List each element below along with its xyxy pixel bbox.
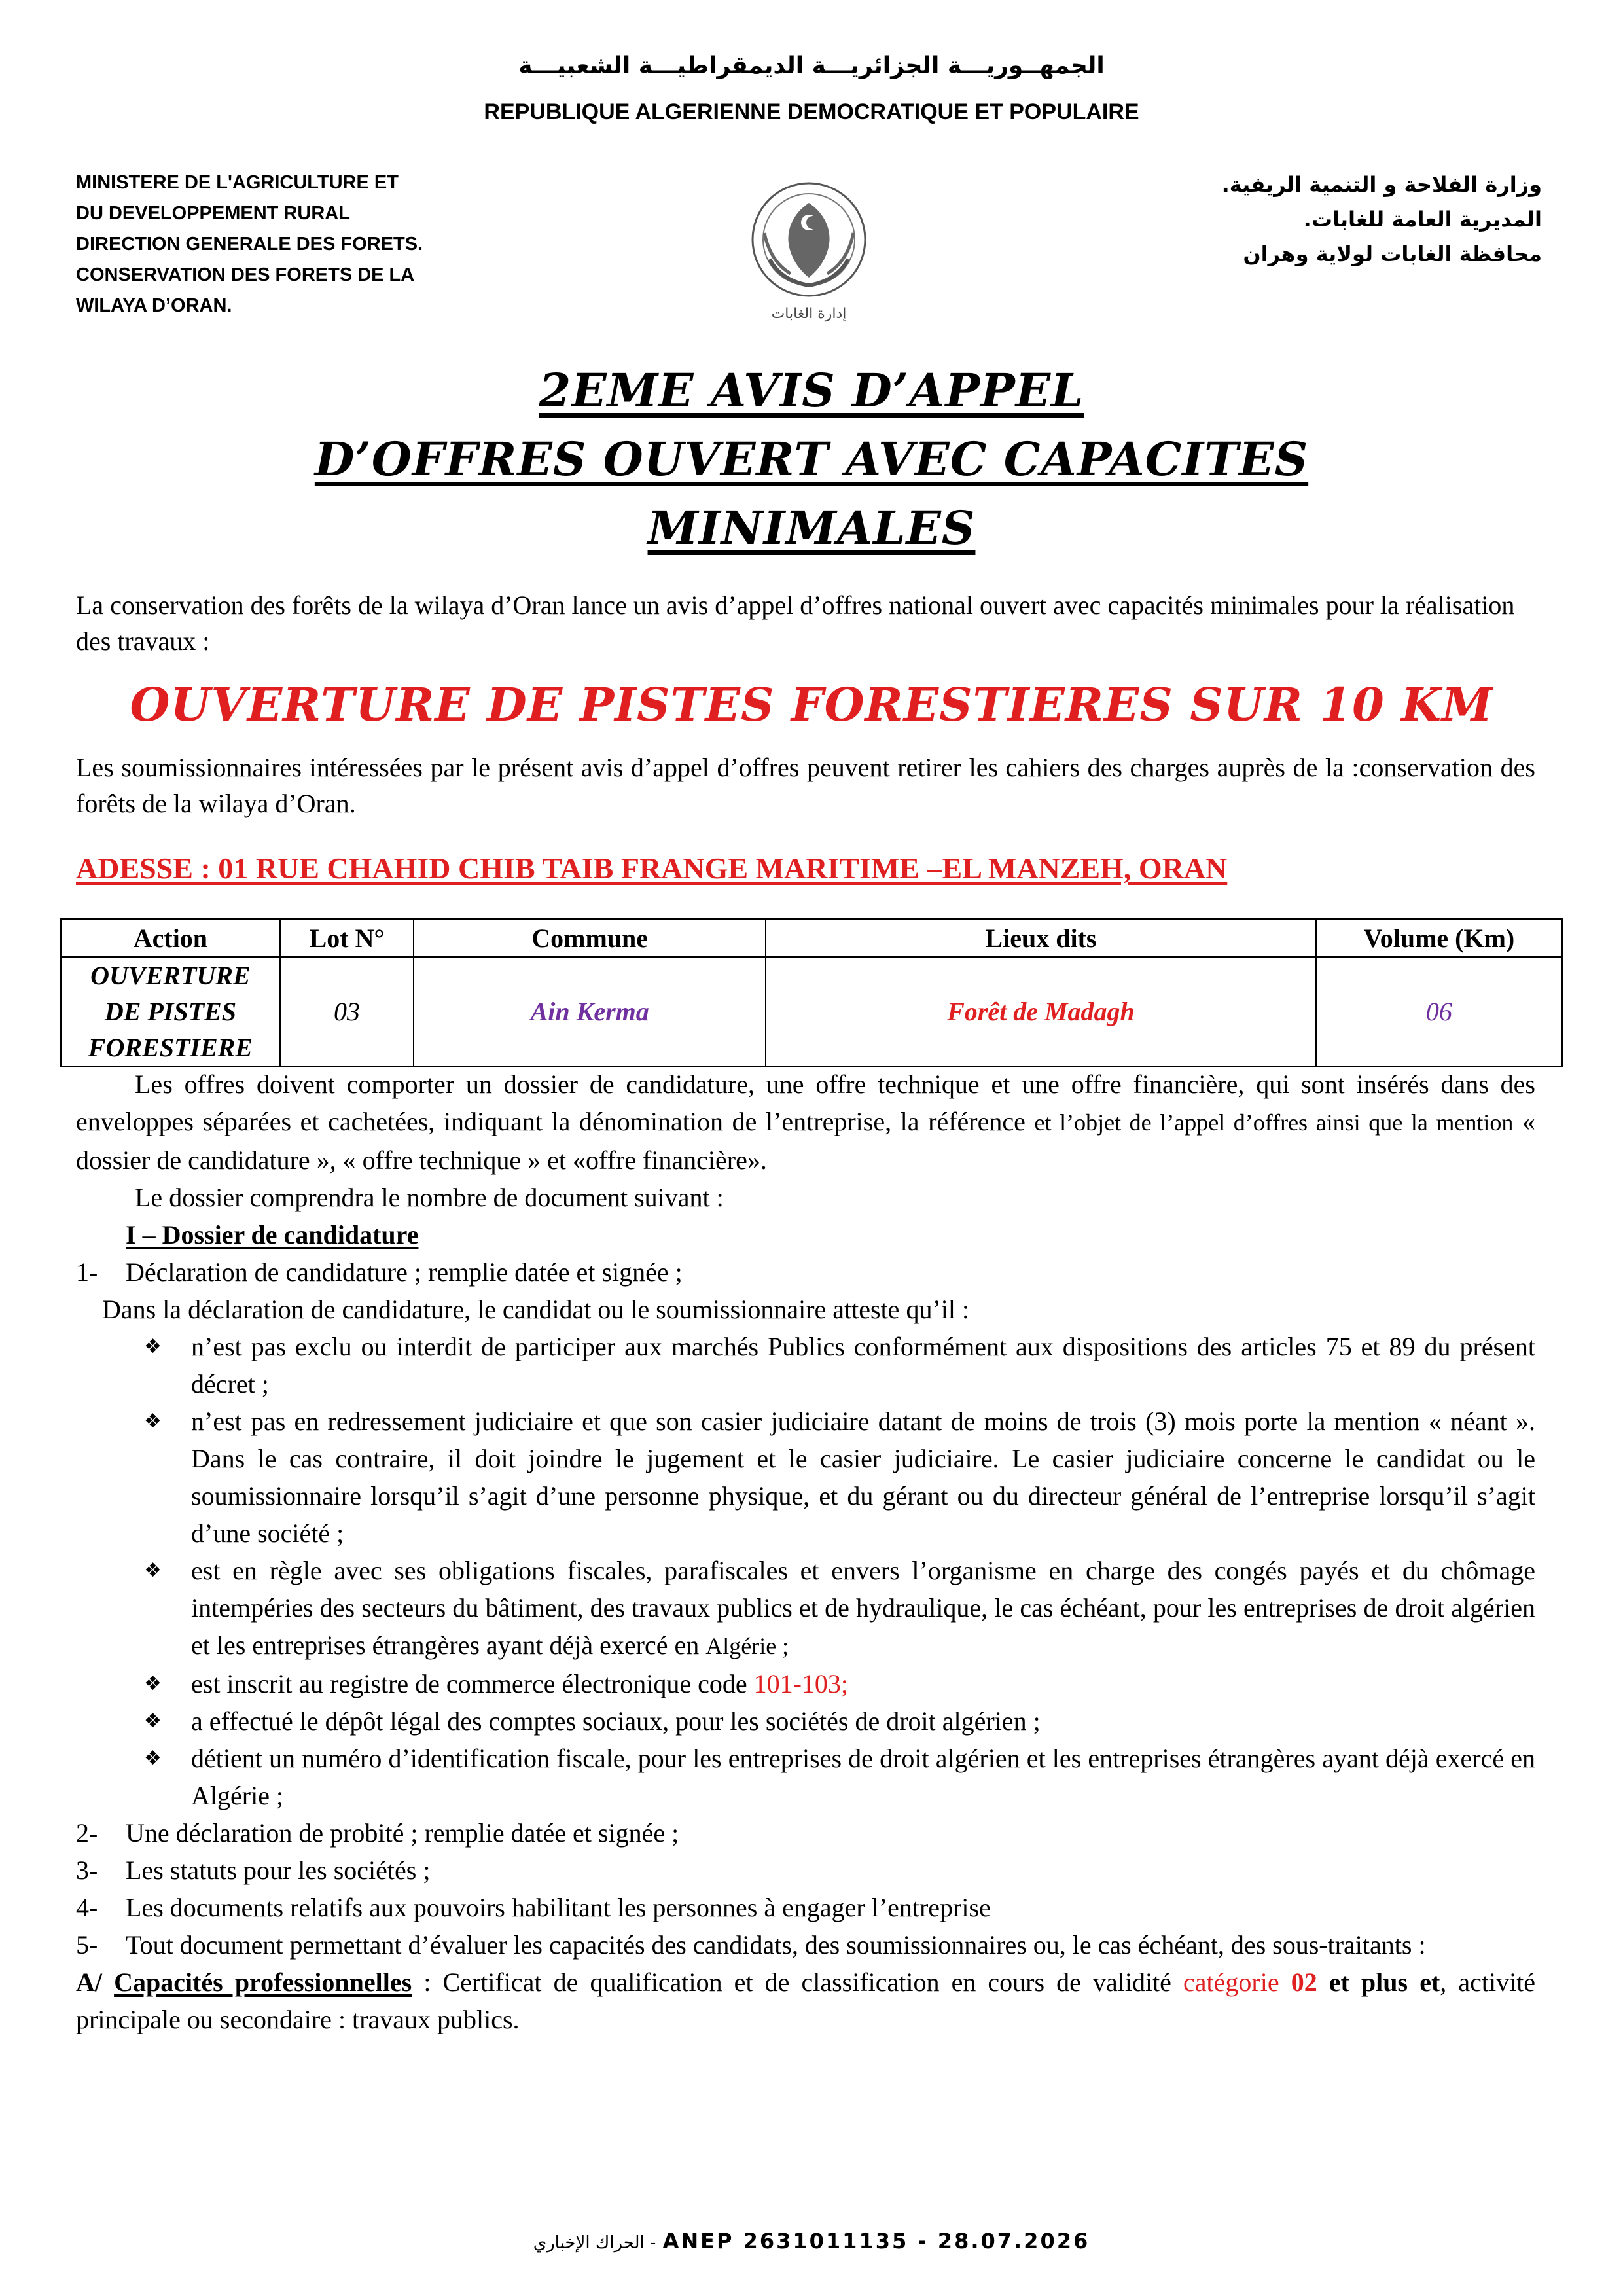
ministry-line-ar: المديرية العامة للغابات. bbox=[1303, 207, 1542, 232]
bullet-text: n’est pas exclu ou interdit de participer aux marchés Publics conformément aux dispositions des articles 75 et 89 du présent décret ; bbox=[191, 1332, 1535, 1399]
action-line: FORESTIERE bbox=[88, 1033, 253, 1062]
col-header-volume: Volume (Km) bbox=[1316, 919, 1562, 957]
list-item bbox=[76, 1814, 1535, 1852]
capacites-category: catégorie bbox=[1183, 1967, 1279, 1997]
capacites-end: , activité principale ou secondaire : travaux publics. bbox=[76, 1967, 1536, 2034]
ministry-line: DIRECTION GENERALE DES FORETS. bbox=[76, 234, 423, 255]
footer-newspaper: الحراك الإخباري - bbox=[533, 2233, 656, 2253]
ministry-line-ar: محافظة الغابات لولاية وهران bbox=[1243, 242, 1542, 266]
list-item bbox=[76, 1740, 1535, 1814]
offres-text: Les offres doivent comporter un dossier de candidature, une offre technique et une offre financière, qui sont insérés dans des enveloppes séparées et cachetées, indiquant la dénomination de l’entreprise, la référence bbox=[76, 1069, 1535, 1136]
notice-title-line2: D’OFFRES OUVERT AVEC CAPACITES bbox=[314, 432, 1309, 486]
cell-lot: 03 bbox=[280, 957, 414, 1066]
table-row bbox=[61, 957, 1562, 1066]
diamond-bullet-icon: ❖ bbox=[144, 1747, 162, 1770]
capacites-text: : Certificat de qualification et de classification en cours de validité bbox=[423, 1967, 1171, 1997]
diamond-bullet-icon: ❖ bbox=[144, 1335, 162, 1358]
diamond-bullet-icon: ❖ bbox=[144, 1672, 162, 1695]
arabic-republic-header: الجمهــوريـــة الجزائريـــة الديمقراطيـــة الشعبيـــة bbox=[518, 52, 1105, 79]
forestry-seal-logo bbox=[730, 174, 887, 325]
main-body bbox=[76, 1066, 1535, 2038]
action-line: DE PISTES bbox=[104, 997, 236, 1026]
notice-title-line3: MINIMALES bbox=[647, 501, 976, 555]
table-header-row bbox=[61, 919, 1562, 957]
ministry-block-fr bbox=[76, 168, 482, 321]
cell-lieux: Forêt de Madagh bbox=[766, 957, 1316, 1066]
list-item bbox=[76, 1403, 1535, 1552]
diamond-bullet-icon: ❖ bbox=[144, 1559, 162, 1582]
col-header-lieux: Lieux dits bbox=[766, 919, 1316, 957]
works-subject: OUVERTURE DE PISTES FORESTIERES SUR 10 KM bbox=[130, 677, 1493, 732]
registry-code: 101-103; bbox=[753, 1669, 849, 1698]
list-item bbox=[76, 1253, 1535, 1291]
address-line: ADESSE : 01 RUE CHAHID CHIB TAIB FRANGE MARITIME –EL MANZEH, ORAN bbox=[76, 852, 1228, 885]
list-item bbox=[76, 1889, 1535, 1926]
diamond-bullet-icon: ❖ bbox=[144, 1410, 162, 1433]
section-title-candidature: I – Dossier de candidature bbox=[126, 1220, 419, 1249]
item-number: 5- bbox=[76, 1930, 98, 1960]
item-text: Les documents relatifs aux pouvoirs habilitant les personnes à engager l’entreprise bbox=[126, 1893, 991, 1922]
list-item bbox=[76, 1328, 1535, 1403]
bullet-text-tail: Algérie ; bbox=[705, 1633, 789, 1659]
capacites-label: A/ bbox=[76, 1967, 102, 1997]
ministry-line: DU DEVELOPPEMENT RURAL bbox=[76, 203, 350, 224]
col-header-commune: Commune bbox=[414, 919, 766, 957]
dossier-intro: Le dossier comprendra le nombre de document suivant : bbox=[135, 1183, 724, 1212]
item-number: 2- bbox=[76, 1818, 98, 1848]
list-item bbox=[76, 1926, 1535, 1964]
cell-action bbox=[61, 957, 280, 1066]
ministry-line: MINISTERE DE L'AGRICULTURE ET bbox=[76, 172, 399, 193]
declaration-intro: Dans la déclaration de candidature, le candidat ou le soumissionnaire atteste qu’il : bbox=[102, 1295, 970, 1324]
list-item bbox=[76, 1852, 1535, 1889]
bullet-text-main: est en règle avec ses obligations fiscales, parafiscales et envers l’organisme en charge des congés payés et du chômage intempéries des secteurs du bâtiment, des travaux publics et de hydraulique, le cas échéant, pour les entreprises de droit algérien et les entreprises étrangères ayant déjà exercé en bbox=[191, 1556, 1535, 1660]
ministry-line: WILAYA D’ORAN. bbox=[76, 295, 232, 316]
bullet-text: a effectué le dépôt légal des comptes sociaux, pour les sociétés de droit algérien ; bbox=[191, 1706, 1041, 1736]
bullet-text: n’est pas en redressement judiciaire et que son casier judiciaire datant de moins de trois (3) mois porte la mention « néant ». Dans le cas contraire, il doit joindre le jugement et le casier judiciaire. Le casier judiciaire concerne le candidat ou le soumissionnaire lorsqu’il s’agit d’une personne physique, et du gérant ou du directeur général de l’entreprise lorsqu’il s’agit d’une société ; bbox=[191, 1407, 1535, 1548]
cell-volume: 06 bbox=[1316, 957, 1562, 1066]
notice-title-line1: 2EME AVIS D’APPEL bbox=[539, 363, 1084, 418]
offres-text-small: et l’objet de l’appel d’offres ainsi que la mention bbox=[1034, 1109, 1514, 1136]
bullet-text bbox=[191, 1665, 1535, 1702]
ministry-line-ar: وزارة الفلاحة و التنمية الريفية. bbox=[1221, 172, 1542, 197]
footer-reference bbox=[0, 2229, 1623, 2253]
list-item bbox=[76, 1552, 1535, 1665]
list-item bbox=[76, 1702, 1535, 1740]
seal-caption: إدارة الغابات bbox=[771, 306, 847, 322]
item-text: Les statuts pour les sociétés ; bbox=[126, 1856, 431, 1885]
diamond-bullet-icon: ❖ bbox=[144, 1710, 162, 1732]
item-number: 1- bbox=[76, 1257, 98, 1287]
retrait-paragraph: Les soumissionnaires intéressées par le présent avis d’appel d’offres peuvent retirer les cahiers des charges auprès de la :conservation des forêts de la wilaya d’Oran. bbox=[76, 753, 1535, 818]
bullet-text-main: est inscrit au registre de commerce électronique code bbox=[191, 1669, 747, 1698]
bullet-text bbox=[191, 1552, 1535, 1665]
cell-commune: Ain Kerma bbox=[414, 957, 766, 1066]
capacites-category-number: 02 bbox=[1291, 1967, 1317, 1997]
item-number: 3- bbox=[76, 1856, 98, 1885]
ministry-block-ar bbox=[1123, 168, 1542, 272]
item-text: Une déclaration de probité ; remplie datée et signée ; bbox=[126, 1818, 679, 1848]
col-header-action: Action bbox=[61, 919, 280, 957]
lots-table bbox=[60, 918, 1563, 1067]
capacites-paragraph bbox=[76, 1964, 1535, 2038]
item-text: Tout document permettant d’évaluer les capacités des candidats, des soumissionnaires ou, le cas échéant, des sous-traitants : bbox=[126, 1930, 1426, 1960]
capacites-plus: et plus et bbox=[1329, 1967, 1440, 1997]
item-text: Déclaration de candidature ; remplie datée et signée ; bbox=[126, 1257, 683, 1287]
item-number: 4- bbox=[76, 1893, 98, 1922]
offres-paragraph bbox=[76, 1066, 1535, 1179]
action-line: OUVERTURE bbox=[90, 961, 251, 990]
offres-mention: « dossier de candidature », « offre technique » et «offre financière». bbox=[76, 1107, 1536, 1175]
ministry-line: CONSERVATION DES FORETS DE LA bbox=[76, 264, 415, 285]
intro-paragraph: La conservation des forêts de la wilaya d’Oran lance un avis d’appel d’offres national ouvert avec capacités minimales pour la réalisation des travaux : bbox=[76, 590, 1515, 656]
french-republic-header: REPUBLIQUE ALGERIENNE DEMOCRATIQUE ET POPULAIRE bbox=[484, 99, 1139, 124]
footer-anep-code: ANEP 2631011135 - 28.07.2026 bbox=[662, 2229, 1090, 2253]
list-item bbox=[76, 1665, 1535, 1702]
col-header-lot: Lot N° bbox=[280, 919, 414, 957]
bullet-text: détient un numéro d’identification fiscale, pour les entreprises de droit algérien et les entreprises étrangères ayant déjà exercé en Algérie ; bbox=[191, 1744, 1535, 1810]
capacites-title: Capacités professionnelles bbox=[114, 1967, 412, 1997]
